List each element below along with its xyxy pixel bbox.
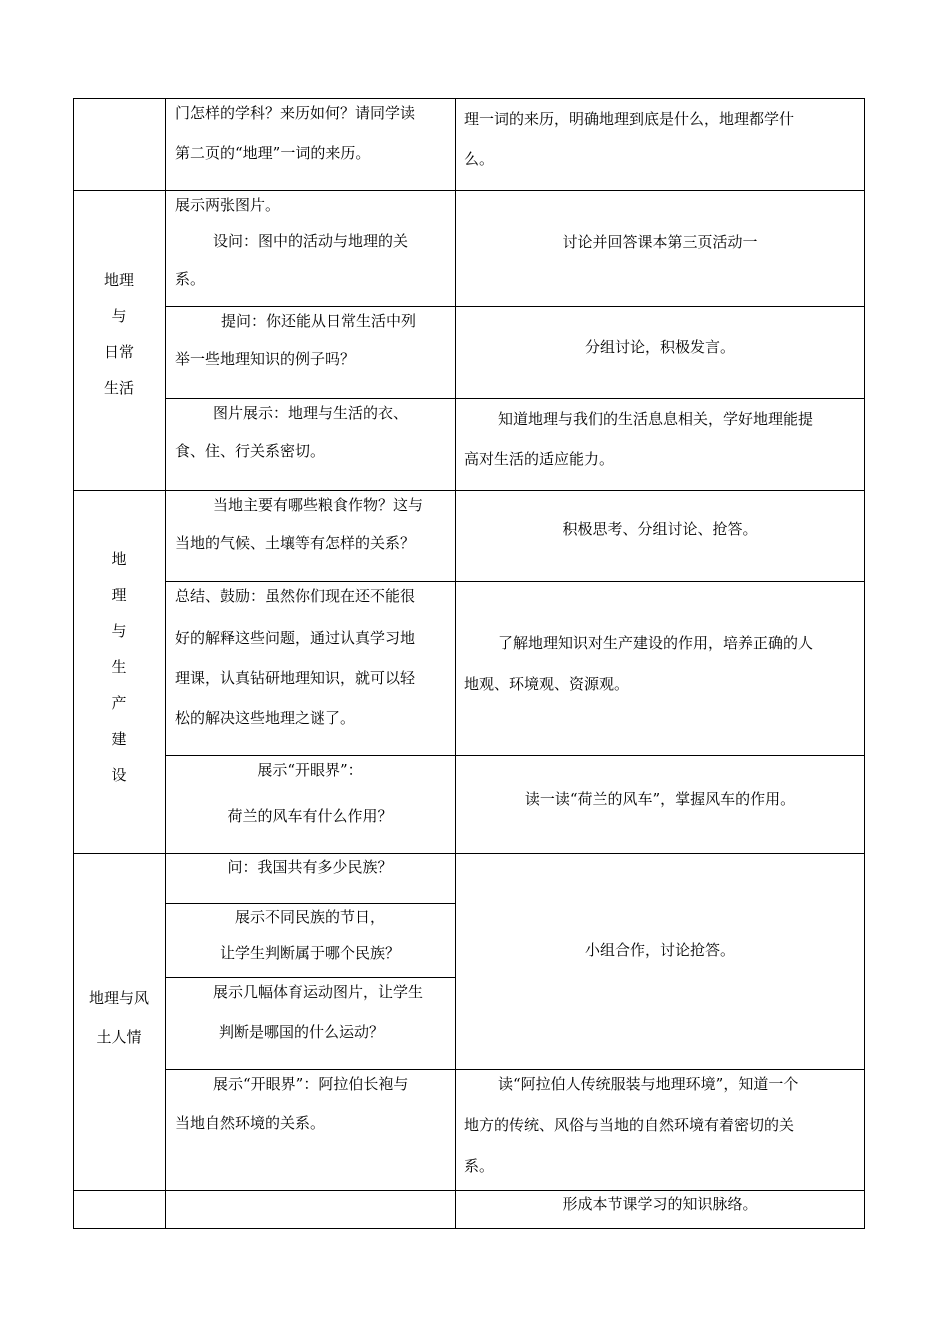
teacher-text: 设问：图中的活动与地理的关	[213, 232, 409, 250]
student-text: 系。	[464, 1157, 495, 1175]
student-text: 讨论并回答课本第三页活动一	[562, 233, 758, 251]
row-divider	[165, 755, 865, 756]
student-text: 地观、环境观、资源观。	[464, 675, 630, 693]
teacher-text: 展示不同民族的节日，	[234, 908, 385, 926]
student-text: 了解地理知识对生产建设的作用，培养正确的人	[498, 634, 814, 652]
teacher-text: 当地自然环境的关系。	[175, 1114, 326, 1132]
teacher-text: 理课，认真钻研地理知识，就可以轻	[175, 669, 416, 687]
student-text: 地方的传统、风俗与当地的自然环境有着密切的关	[464, 1116, 795, 1134]
column-divider	[455, 98, 456, 1229]
student-text: 读一读“荷兰的风车”，掌握风车的作用。	[524, 790, 796, 808]
row-divider	[165, 581, 865, 582]
row-divider	[165, 398, 865, 399]
section-title: 与	[111, 622, 127, 640]
teacher-text: 系。	[175, 270, 206, 288]
teacher-text: 食、住、行关系密切。	[175, 442, 326, 460]
section-title: 地理	[103, 271, 134, 289]
teacher-text: 展示“开眼界”：阿拉伯长袍与	[213, 1075, 409, 1093]
student-text: 理一词的来历，明确地理到底是什么，地理都学什	[464, 110, 795, 128]
section-title: 与	[111, 307, 127, 325]
row-divider	[165, 306, 865, 307]
teacher-text: 展示“开眼界”：	[257, 761, 363, 779]
teacher-text: 荷兰的风车有什么作用？	[227, 807, 393, 825]
teacher-text: 提问：你还能从日常生活中列	[221, 312, 417, 330]
section-title: 生活	[103, 379, 134, 397]
section-title: 建	[111, 730, 127, 748]
row-divider	[73, 190, 865, 191]
section-title: 理	[111, 586, 127, 604]
table-border-right	[864, 98, 865, 1229]
student-text: 形成本节课学习的知识脉络。	[562, 1195, 758, 1213]
teacher-text: 总结、鼓励：虽然你们现在还不能很	[175, 587, 416, 605]
section-title: 生	[111, 658, 127, 676]
student-text: 么。	[464, 150, 495, 168]
teacher-text: 好的解释这些问题，通过认真学习地	[175, 629, 416, 647]
teacher-text: 图片展示：地理与生活的衣、	[213, 404, 409, 422]
row-divider	[73, 1190, 865, 1191]
teacher-text: 问：我国共有多少民族？	[227, 858, 393, 876]
teacher-text: 让学生判断属于哪个民族？	[219, 944, 400, 962]
row-divider	[73, 853, 865, 854]
section-title: 产	[111, 694, 127, 712]
teacher-text: 当地主要有哪些粮食作物？这与	[213, 496, 424, 514]
teacher-text: 第二页的“地理”一词的来历。	[175, 144, 371, 162]
student-text: 积极思考、分组讨论、抢答。	[562, 520, 758, 538]
section-title: 地理与风	[88, 989, 149, 1007]
student-text: 知道地理与我们的生活息息相关，学好地理能提	[498, 410, 814, 428]
teacher-text: 举一些地理知识的例子吗？	[175, 350, 356, 368]
teacher-text: 松的解决这些地理之谜了。	[175, 709, 356, 727]
student-text: 分组讨论，积极发言。	[584, 338, 735, 356]
row-divider	[165, 903, 455, 904]
table-border-top	[73, 98, 865, 99]
student-text: 小组合作，讨论抢答。	[584, 941, 735, 959]
section-title: 地	[111, 550, 127, 568]
row-divider	[165, 1069, 865, 1070]
teacher-text: 展示两张图片。	[175, 196, 281, 214]
teacher-text: 门怎样的学科？来历如何？请同学读	[175, 104, 416, 122]
section-title: 设	[111, 766, 127, 784]
student-text: 读“阿拉伯人传统服装与地理环境”，知道一个	[498, 1075, 799, 1093]
table-border-bottom	[73, 1228, 865, 1229]
student-text: 高对生活的适应能力。	[464, 450, 615, 468]
teacher-text: 展示几幅体育运动图片，让学生	[213, 983, 424, 1001]
teacher-text: 判断是哪国的什么运动？	[219, 1023, 385, 1041]
column-divider	[165, 98, 166, 1229]
row-divider	[73, 490, 865, 491]
section-title: 土人情	[96, 1028, 142, 1046]
row-divider	[165, 977, 455, 978]
teacher-text: 当地的气候、土壤等有怎样的关系？	[175, 534, 416, 552]
section-title: 日常	[103, 343, 134, 361]
